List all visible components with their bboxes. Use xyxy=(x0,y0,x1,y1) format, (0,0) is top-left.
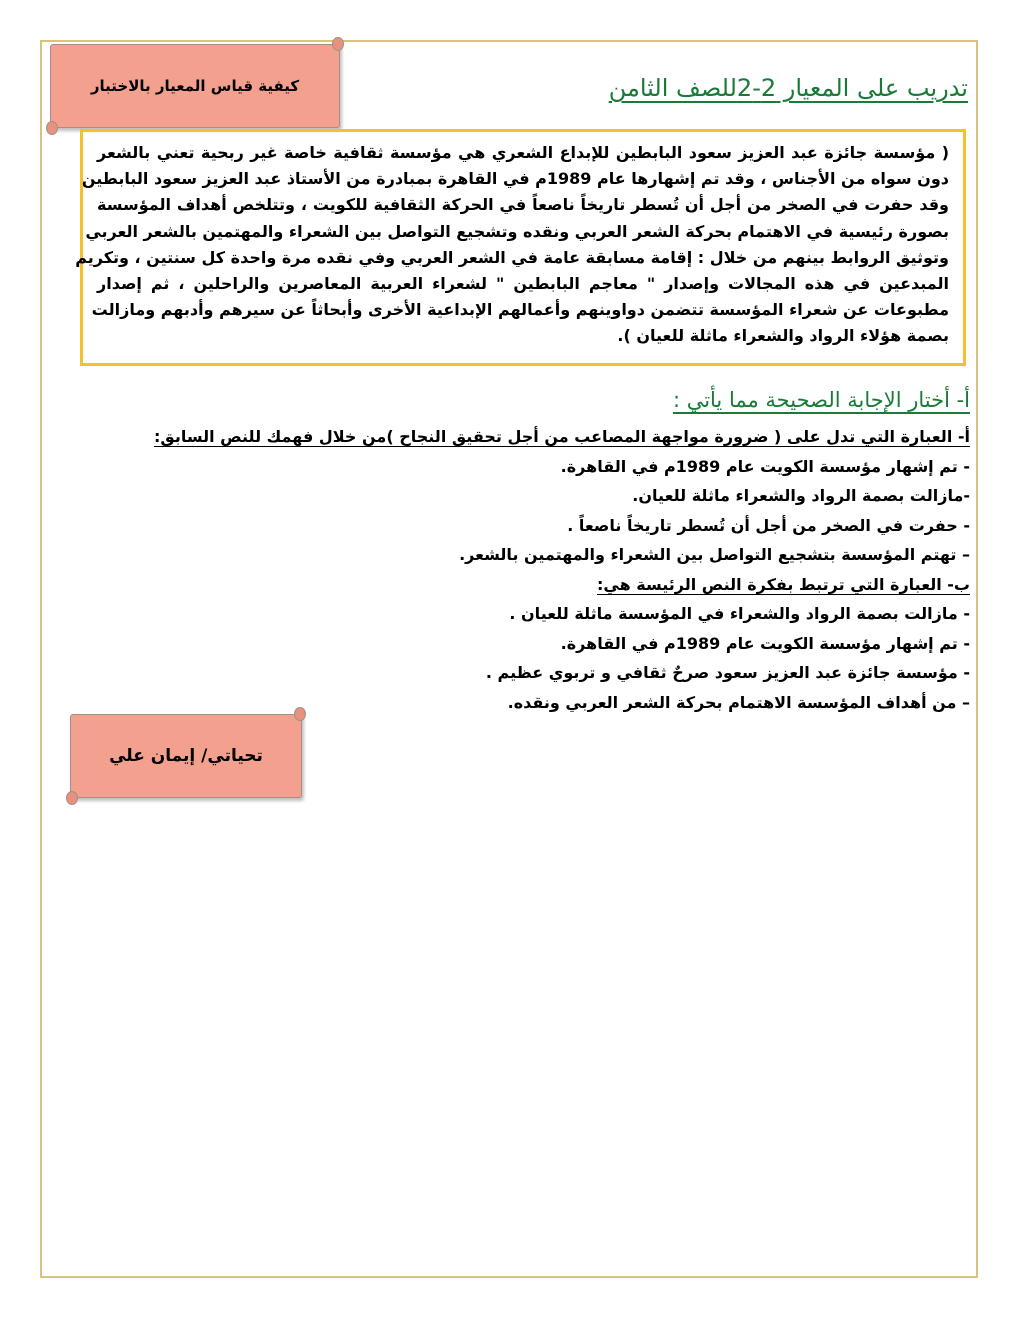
passage-line: مطبوعات عن شعراء المؤسسة تتضمن دواوينهم وأعمالهم الإبداعية الأخرى وأبحاثاً عن سيرهم وأدبهم ومازالت xyxy=(91,300,949,320)
greeting-banner-label: تحياتي/ إيمان علي xyxy=(109,746,263,766)
question-a-option-1[interactable]: - تم إشهار مؤسسة الكويت عام 1989م في القاهرة. xyxy=(560,456,970,476)
question-b-option-4[interactable]: – من أهداف المؤسسة الاهتمام بحركة الشعر العربي ونقده. xyxy=(507,692,970,712)
question-a-stem: أ- العبارة التي تدل على ( ضرورة مواجهة المصاعب من أجل تحقيق النجاح )من خلال فهمك للنص السابق: xyxy=(154,427,970,446)
section-title: أ- أختار الإجابة الصحيحة مما يأتي : xyxy=(672,388,970,412)
question-a-option-4[interactable]: – تهتم المؤسسة بتشجيع التواصل بين الشعراء والمهتمين بالشعر. xyxy=(459,545,970,564)
page-title: تدريب على المعيار 2-2للصف الثامن xyxy=(608,74,968,102)
measure-banner xyxy=(50,44,340,128)
greeting-banner xyxy=(70,714,302,798)
passage-line: دون سواه من الأجناس ، وقد تم إشهارها عام 1989م في القاهرة بمبادرة من الأستاذ عبد العزيز سعود البابطين xyxy=(81,169,949,189)
passage-line: بصمة هؤلاء الرواد والشعراء ماثلة للعيان ). xyxy=(617,326,949,346)
measure-banner-label: كيفية قياس المعيار بالاختبار xyxy=(90,77,300,95)
question-a-option-3[interactable]: - حفرت في الصخر من أجل أن تُسطر تاريخاً ناصعاً . xyxy=(567,515,970,535)
passage-line: وتوثيق الروابط بينهم من خلال : إقامة مسابقة عامة في الشعر العربي وفي نقده مرة واحدة كل سنتين ، وتكريم xyxy=(75,247,949,267)
questions-list xyxy=(90,422,970,717)
reading-passage xyxy=(75,129,966,366)
passage-line: المبدعين في هذه المجالات وإصدار " معاجم البابطين " لشعراء العربية المعاصرين والراحلين ، ثم إصدار xyxy=(97,274,949,294)
passage-line: وقد حفرت في الصخر من أجل أن تُسطر تاريخاً ناصعاً في الحركة الثقافية للكويت ، وتتلخص أهداف المؤسسة xyxy=(97,195,949,215)
passage-line: بصورة رئيسية في الاهتمام بحركة الشعر العربي ونقده وتشجيع التواصل بين الشعراء والمهتمين بالشعر العربي xyxy=(85,221,949,241)
question-b-option-1[interactable]: - مازالت بصمة الرواد والشعراء في المؤسسة ماثلة للعيان . xyxy=(509,604,970,623)
question-a-option-2[interactable]: -مازالت بصمة الرواد والشعراء ماثلة للعيان. xyxy=(632,486,970,505)
question-b-stem: ب- العبارة التي ترتبط بفكرة النص الرئيسة هي: xyxy=(597,574,970,594)
passage-line: ( مؤسسة جائزة عبد العزيز سعود البابطين للإبداع الشعري هي مؤسسة ثقافية خاصة غير ربحية تعني بالشعر xyxy=(97,143,949,162)
question-b-option-3[interactable]: - مؤسسة جائزة عبد العزيز سعود صرحٌ ثقافي و تربوي عظيم . xyxy=(485,663,970,682)
question-b-option-2[interactable]: - تم إشهار مؤسسة الكويت عام 1989م في القاهرة. xyxy=(560,633,970,653)
